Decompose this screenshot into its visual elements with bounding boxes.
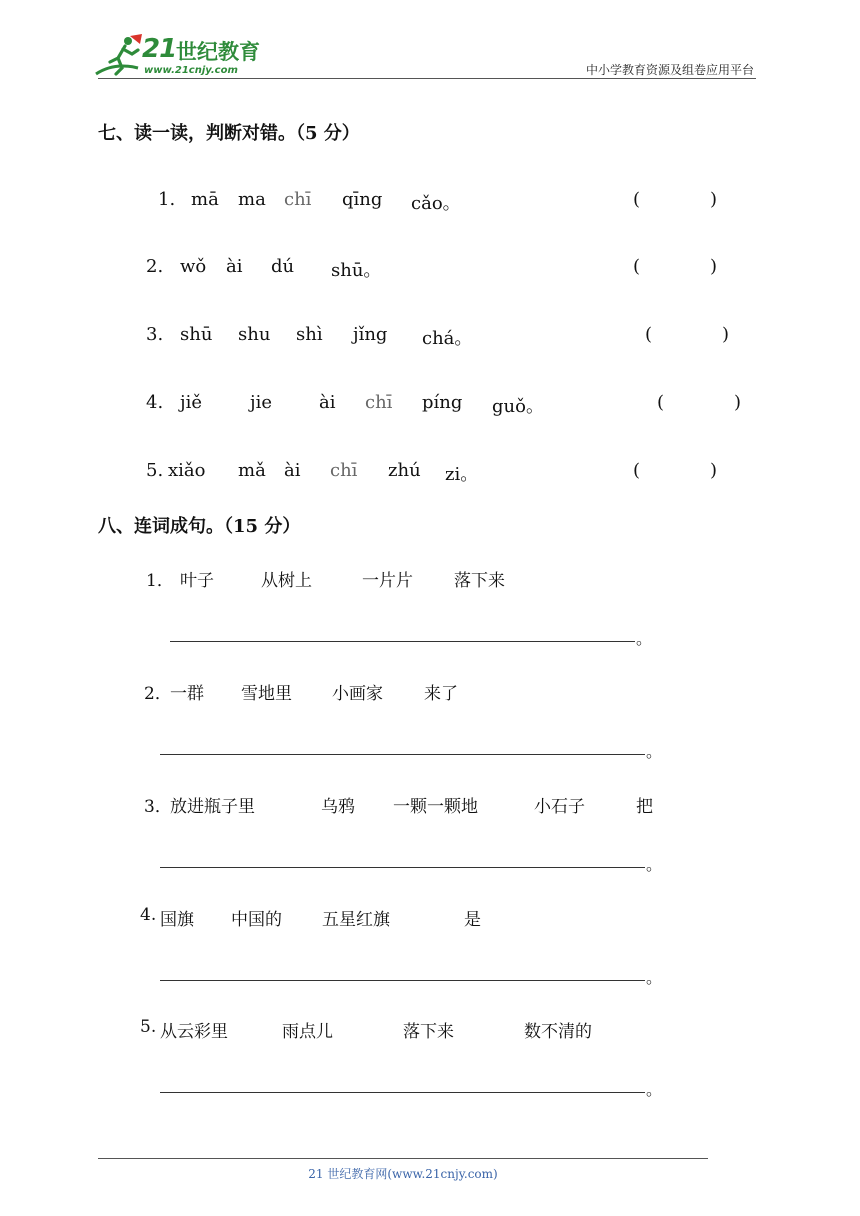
section-8-title: 八、连词成句。（15 分）	[98, 516, 301, 537]
answer-paren-close: )	[710, 460, 718, 481]
question-number: 5.	[146, 460, 164, 481]
pinyin-word: zhú	[388, 460, 421, 481]
question-number: 1．	[146, 571, 174, 591]
pinyin-word: shū。	[331, 260, 382, 281]
answer-line	[170, 641, 635, 642]
pinyin-word: jiě	[180, 392, 202, 413]
word-chunk: 数不清的	[524, 1022, 592, 1042]
word-chunk: 乌鸦	[321, 797, 355, 817]
header-divider	[98, 78, 756, 79]
word-chunk: 是	[464, 910, 481, 930]
question-number: 4.	[140, 905, 157, 925]
footer-link[interactable]: 21 世纪教育网(www.21cnjy.com)	[308, 1167, 498, 1181]
pinyin-word: wǒ	[180, 256, 207, 277]
word-chunk: 一片片	[362, 571, 413, 591]
question-number: 3．	[144, 797, 172, 817]
answer-paren-open: (	[633, 189, 641, 210]
pinyin-word: xiǎo	[168, 460, 206, 481]
word-chunk: 来了	[424, 684, 458, 704]
footer-divider	[98, 1158, 708, 1159]
answer-line	[160, 867, 645, 868]
word-chunk: 雪地里	[241, 684, 292, 704]
answer-line	[160, 980, 645, 981]
answer-paren-open: (	[633, 460, 641, 481]
pinyin-word: jǐng	[353, 324, 388, 345]
question-number: 2.	[146, 256, 164, 277]
question-number: 2．	[144, 684, 172, 704]
pinyin-word: shū	[180, 324, 213, 345]
word-chunk: 五星红旗	[322, 910, 390, 930]
pinyin-word: mā	[191, 189, 219, 210]
question-number: 3.	[146, 324, 164, 345]
answer-period: 。	[636, 629, 653, 648]
answer-paren-open: (	[633, 256, 641, 277]
pinyin-word: shu	[238, 324, 271, 345]
section-7-title: 七、读一读，判断对错。（5 分）	[98, 123, 360, 144]
word-chunk: 中国的	[231, 910, 282, 930]
pinyin-word: qīng	[342, 189, 383, 210]
answer-period: 。	[646, 968, 663, 987]
pinyin-word: mǎ	[238, 460, 266, 481]
answer-paren-close: )	[734, 392, 742, 413]
logo-url: www.21cnjy.com	[144, 65, 238, 76]
answer-line	[160, 1092, 645, 1093]
word-chunk: 放进瓶子里	[170, 797, 255, 817]
pinyin-word: zi。	[445, 464, 479, 485]
pinyin-word: guǒ。	[492, 396, 544, 417]
header-platform-text: 中小学教育资源及组卷应用平台	[585, 63, 754, 77]
word-chunk: 把	[636, 797, 653, 817]
pinyin-word: jie	[250, 392, 272, 413]
question-number: 5.	[140, 1017, 157, 1037]
pinyin-word: ài	[319, 392, 336, 413]
pinyin-word: ma	[238, 189, 266, 210]
answer-line	[160, 754, 645, 755]
pinyin-word: píng	[422, 392, 463, 413]
logo-title: 世纪教育	[176, 40, 260, 64]
word-chunk: 一颗一颗地	[393, 797, 478, 817]
pinyin-word: ài	[284, 460, 301, 481]
answer-period: 。	[646, 855, 663, 874]
pinyin-word: chī	[330, 460, 358, 481]
word-chunk: 叶子	[180, 571, 214, 591]
word-chunk: 从云彩里	[160, 1022, 228, 1042]
pinyin-word: dú	[271, 256, 295, 277]
question-number: 1.	[158, 189, 176, 210]
answer-period: 。	[646, 742, 663, 761]
pinyin-word: shì	[296, 324, 323, 345]
site-logo	[92, 32, 272, 80]
word-chunk: 一群	[170, 684, 204, 704]
pinyin-word: chī	[284, 189, 312, 210]
pinyin-word: chá。	[422, 328, 473, 349]
question-number: 4.	[146, 392, 164, 413]
word-chunk: 小石子	[534, 797, 585, 817]
answer-period: 。	[646, 1080, 663, 1099]
logo-number: 21	[142, 34, 177, 64]
word-chunk: 从树上	[261, 571, 312, 591]
word-chunk: 落下来	[403, 1022, 454, 1042]
word-chunk: 国旗	[160, 910, 194, 930]
word-chunk: 落下来	[454, 571, 505, 591]
pinyin-word: cǎo。	[411, 193, 461, 214]
word-chunk: 小画家	[332, 684, 383, 704]
runner-icon	[92, 32, 148, 80]
answer-paren-close: )	[710, 189, 718, 210]
answer-paren-close: )	[722, 324, 730, 345]
answer-paren-open: (	[645, 324, 653, 345]
word-chunk: 雨点儿	[282, 1022, 333, 1042]
answer-paren-open: (	[657, 392, 665, 413]
pinyin-word: chī	[365, 392, 393, 413]
pinyin-word: ài	[226, 256, 243, 277]
answer-paren-close: )	[710, 256, 718, 277]
